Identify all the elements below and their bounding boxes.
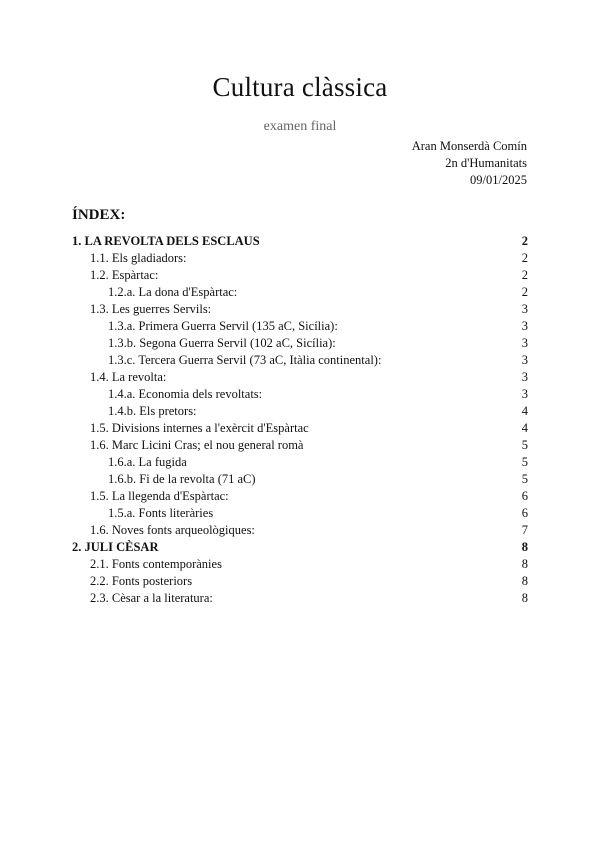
toc-entry[interactable]: [72, 352, 528, 369]
toc-entry-label: 1.1. Els gladiadors:: [90, 251, 187, 265]
toc-entry-label: 1. LA REVOLTA DELS ESCLAUS: [72, 234, 260, 248]
toc-entry-page: 3: [521, 370, 528, 384]
toc-entry[interactable]: [72, 454, 528, 471]
toc-entry[interactable]: [72, 335, 528, 352]
toc-entry[interactable]: [72, 284, 528, 301]
toc-entry-page: 3: [521, 387, 528, 401]
author-block: [412, 138, 527, 189]
toc-entry[interactable]: [72, 522, 528, 539]
document-subtitle: examen final: [263, 119, 337, 134]
toc-entry[interactable]: [72, 505, 528, 522]
toc-entry-label: 1.2.a. La dona d'Espàrtac:: [108, 285, 238, 299]
toc-entry[interactable]: [72, 233, 528, 250]
toc-entry[interactable]: [72, 318, 528, 335]
toc-entry-label: 1.5.a. Fonts literàries: [108, 506, 214, 520]
toc-entry[interactable]: [72, 590, 528, 607]
toc-entry-label: 1.3.a. Primera Guerra Servil (135 aC, Sicília):: [108, 319, 338, 333]
toc-entry-page: 8: [521, 591, 528, 605]
toc-entry[interactable]: [72, 573, 528, 590]
toc-entry-page: 2: [521, 285, 528, 299]
toc-entry-label: 1.3.c. Tercera Guerra Servil (73 aC, Itàlia continental):: [108, 353, 382, 367]
toc-entry-page: 3: [521, 336, 528, 350]
toc-entry[interactable]: [72, 267, 528, 284]
document-date: 09/01/2025: [470, 173, 527, 187]
toc-entry-label: 1.6.b. Fi de la revolta (71 aC): [108, 472, 256, 486]
toc-entry-label: 1.3. Les guerres Servils:: [90, 302, 212, 316]
author-name: Aran Monserdà Comín: [411, 139, 527, 153]
toc-entry-page: 4: [521, 421, 528, 435]
table-of-contents: [72, 233, 528, 607]
toc-entry-page: 8: [521, 574, 528, 588]
toc-entry-label: 1.2. Espàrtac:: [90, 268, 159, 282]
toc-entry-page: 5: [521, 455, 528, 469]
toc-entry[interactable]: [72, 403, 528, 420]
toc-entry-label: 2.3. Cèsar a la literatura:: [90, 591, 213, 605]
toc-entry-label: 1.5. La llegenda d'Espàrtac:: [90, 489, 229, 503]
course-name: 2n d'Humanitats: [445, 156, 527, 170]
toc-entry[interactable]: [72, 556, 528, 573]
toc-entry-page: 5: [521, 472, 528, 486]
toc-entry[interactable]: [72, 488, 528, 505]
toc-entry-label: 1.4.a. Economia dels revoltats:: [108, 387, 263, 401]
toc-entry-page: 2: [521, 251, 528, 265]
toc-entry-label: 1.5. Divisions internes a l'exèrcit d'Espàrtac: [90, 421, 309, 435]
toc-entry[interactable]: [72, 386, 528, 403]
document-title: Cultura clàssica: [212, 72, 388, 102]
toc-entry-page: 8: [521, 557, 528, 571]
toc-entry-page: 2: [521, 268, 528, 282]
toc-entry-page: 5: [521, 438, 528, 452]
toc-entry-label: 2. JULI CÈSAR: [72, 540, 159, 554]
toc-entry-page: 3: [521, 302, 528, 316]
toc-entry-page: 3: [521, 353, 528, 367]
toc-entry-label: 2.2. Fonts posteriors: [90, 574, 193, 588]
toc-entry[interactable]: [72, 437, 528, 454]
toc-entry-page: 4: [521, 404, 528, 418]
toc-entry[interactable]: [72, 420, 528, 437]
toc-entry-label: 1.6.a. La fugida: [108, 455, 187, 469]
toc-entry-label: 2.1. Fonts contemporànies: [90, 557, 222, 571]
toc-entry-page: 2: [521, 234, 528, 248]
toc-entry-page: 6: [521, 489, 528, 503]
toc-heading: ÍNDEX:: [72, 207, 126, 223]
toc-entry-label: 1.3.b. Segona Guerra Servil (102 aC, Sicília):: [108, 336, 336, 350]
toc-entry-label: 1.4. La revolta:: [90, 370, 167, 384]
toc-entry-page: 8: [521, 540, 528, 554]
toc-entry-label: 1.4.b. Els pretors:: [108, 404, 197, 418]
toc-entry[interactable]: [72, 539, 528, 556]
toc-entry-label: 1.6. Noves fonts arqueològiques:: [90, 523, 255, 537]
toc-entry-page: 3: [521, 319, 528, 333]
toc-entry[interactable]: [72, 301, 528, 318]
toc-entry[interactable]: [72, 250, 528, 267]
toc-entry-label: 1.6. Marc Licini Cras; el nou general romà: [90, 438, 304, 452]
toc-entry[interactable]: [72, 369, 528, 386]
toc-entry[interactable]: [72, 471, 528, 488]
toc-entry-page: 7: [521, 523, 528, 537]
toc-entry-page: 6: [521, 506, 528, 520]
